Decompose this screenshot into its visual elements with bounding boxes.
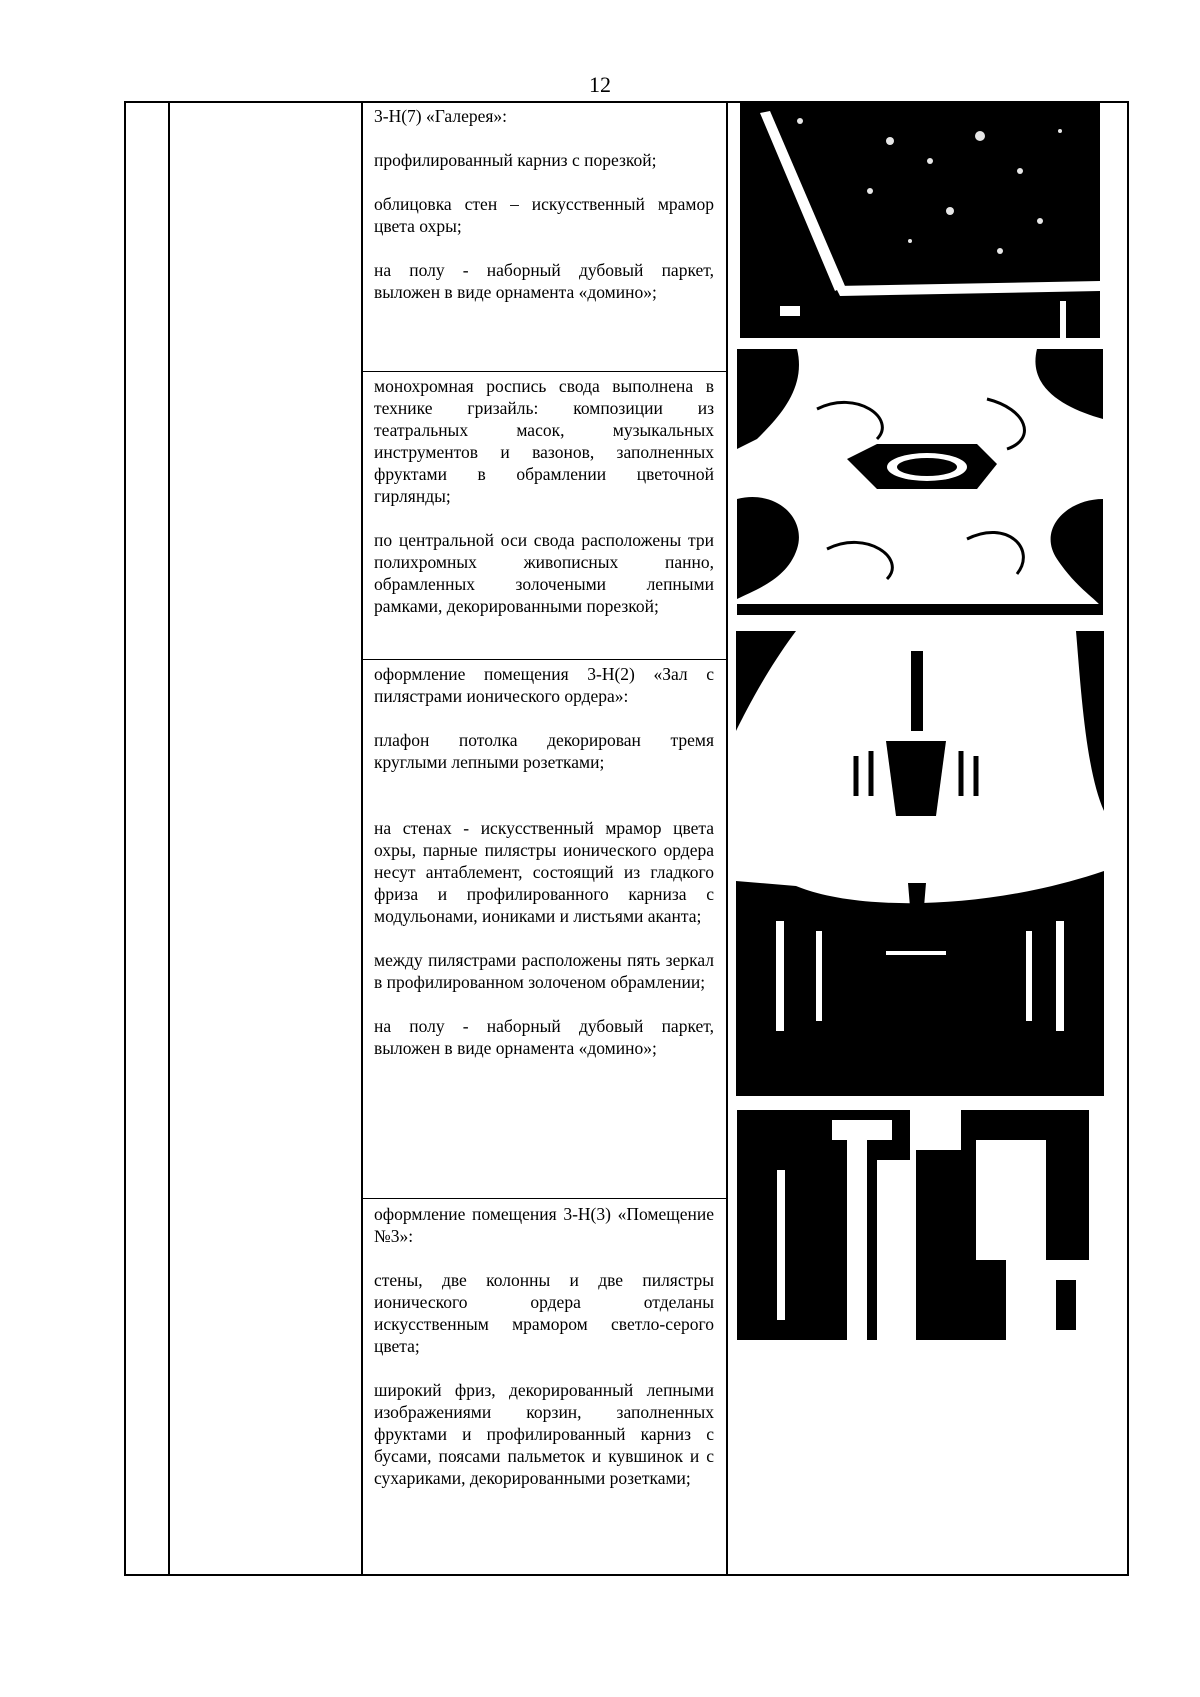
description-cell: [374, 105, 714, 303]
paragraph: облицовка стен – искусственный мрамор цвета охры;: [374, 194, 714, 236]
paragraph: оформление помещения 3-Н(2) «Зал с пилястрами ионического ордера»:: [374, 664, 714, 706]
description-cell: [374, 375, 714, 617]
description-cell: [374, 663, 714, 1059]
paragraph: на полу - наборный дубовый паркет, выложен в виде орнамента «домино»;: [374, 1016, 714, 1058]
row-divider: [362, 1198, 726, 1199]
paragraph: профилированный карниз с порезкой;: [374, 150, 657, 170]
paragraph: широкий фриз, декорированный лепными изображениями корзин, заполненных фруктами и профилированный карниз с бусами, поясами пальметок и кувшинок и с сухариками, декорированными розетками;: [374, 1380, 714, 1488]
paragraph: по центральной оси свода расположены три полихромных живописных панно, обрамленных золочеными лепными рамками, декорированными порезкой;: [374, 530, 714, 616]
row-divider: [362, 371, 726, 372]
row-divider: [362, 659, 726, 660]
column-divider: [168, 103, 170, 1574]
description-cell: [374, 1203, 714, 1489]
column-divider: [361, 103, 363, 1574]
paragraph: оформление помещения 3-Н(3) «Помещение №3»:: [374, 1204, 714, 1246]
paragraph: между пилястрами расположены пять зеркал в профилированном золоченом обрамлении;: [374, 950, 714, 992]
room-columns-photo-left: [737, 1110, 910, 1340]
paragraph: на стенах - искусственный мрамор цвета охры, парные пилястры ионического ордера несут антаблемент, состоящий из гладкого фриза и профилированного карниза с модульонами, иониками и листьями аканта;: [374, 818, 714, 926]
paragraph: монохромная роспись свода выполнена в технике гризайль: композиции из театральных масок, музыкальных инструментов и вазонов, заполненных фруктами в обрамлении цветочной гирлянды;: [374, 376, 714, 506]
paragraph: на полу - наборный дубовый паркет, выложен в виде орнамента «домино»;: [374, 260, 714, 302]
room-columns-photo-right: [916, 1110, 1089, 1340]
page-number: 12: [589, 72, 611, 97]
gallery-ceiling-photo: [740, 101, 1100, 338]
column-divider: [726, 103, 728, 1574]
document-table: [124, 101, 1129, 1576]
paragraph: стены, две колонны и две пилястры ионического ордера отделаны искусственным мрамором светло-серого цвета;: [374, 1270, 714, 1356]
paragraph: плафон потолка декорирован тремя круглыми лепными розетками;: [374, 730, 714, 772]
vault-painting-photo: [737, 349, 1103, 615]
paragraph: 3-Н(7) «Галерея»:: [374, 106, 508, 126]
hall-chandelier-photo: [736, 631, 1104, 1096]
